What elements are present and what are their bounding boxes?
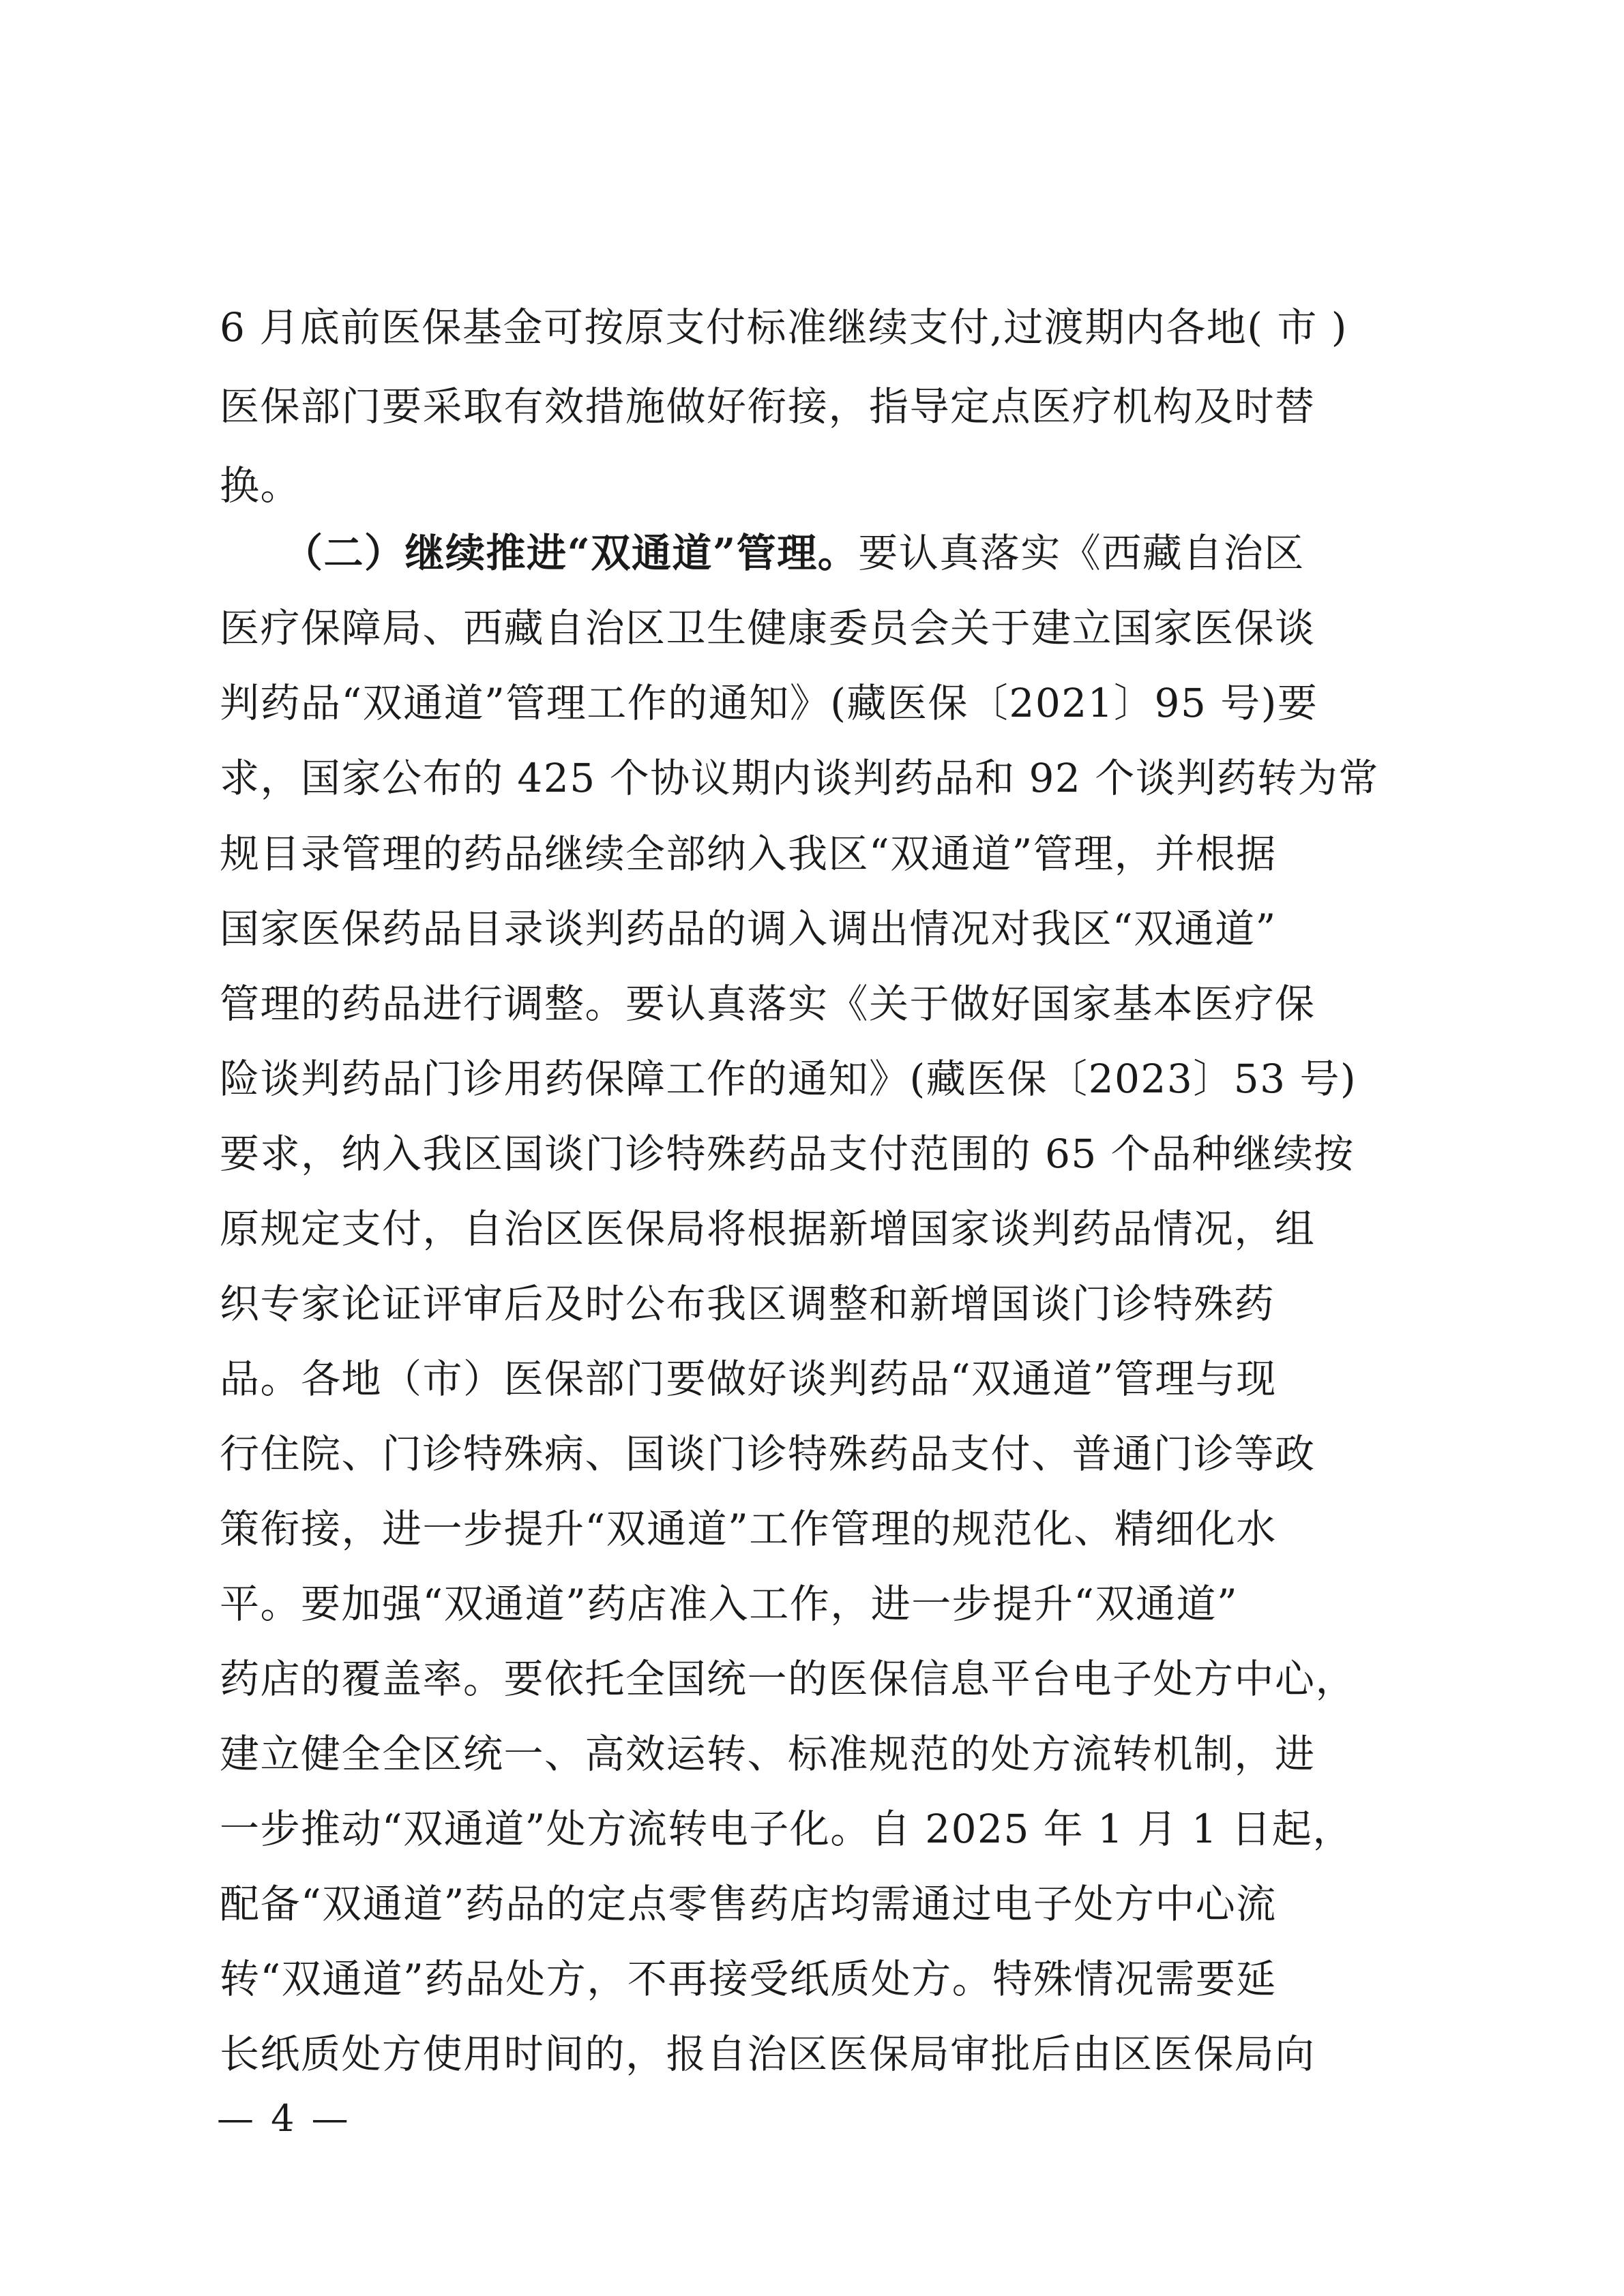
body-text-line: 长纸质处方使用时间的，报自治区医保局审批后由区医保局向 bbox=[220, 2031, 1316, 2077]
body-text-line: 药店的覆盖率。要依托全国统一的医保信息平台电子处方中心， bbox=[220, 1656, 1357, 1702]
body-text-line: 行住院、门诊特殊病、国谈门诊特殊药品支付、普通门诊等政 bbox=[220, 1431, 1316, 1477]
body-text-line: 险谈判药品门诊用药保障工作的通知》(藏医保〔2023〕53 号) bbox=[220, 1056, 1357, 1102]
body-text-line: 求，国家公布的 425 个协议期内谈判药品和 92 个谈判药转为常 bbox=[220, 755, 1379, 801]
section-heading: （二）继续推进“双通道”管理。 bbox=[283, 530, 859, 576]
section-heading-line bbox=[283, 516, 1406, 591]
body-text-line: 换。 bbox=[220, 462, 301, 509]
body-text-line: 织专家论证评审后及时公布我区调整和新增国谈门诊特殊药 bbox=[220, 1281, 1275, 1327]
body-text-line: 国家医保药品目录谈判药品的调入调出情况对我区“双通道” bbox=[220, 906, 1277, 952]
body-text-line: 一步推动“双通道”处方流转电子化。自 2025 年 1 月 1 日起， bbox=[220, 1806, 1353, 1852]
body-text-line: 要求，纳入我区国谈门诊特殊药品支付范围的 65 个品种继续按 bbox=[220, 1131, 1355, 1177]
body-text-line: 原规定支付，自治区医保局将根据新增国家谈判药品情况，组 bbox=[220, 1206, 1316, 1252]
body-text-line: 策衔接，进一步提升“双通道”工作管理的规范化、精细化水 bbox=[220, 1506, 1277, 1552]
body-text-line: 建立健全全区统一、高效运转、标准规范的处方流转机制，进 bbox=[220, 1731, 1316, 1777]
body-text-line: 6 月底前医保基金可按原支付标准继续支付,过渡期内各地( 市 ) bbox=[220, 304, 1348, 351]
body-text-line: 配备“双通道”药品的定点零售药店均需通过电子处方中心流 bbox=[220, 1881, 1277, 1927]
body-text-line: 判药品“双通道”管理工作的通知》(藏医保〔2021〕95 号)要 bbox=[220, 680, 1318, 726]
body-text-line: 医保部门要采取有效措施做好衔接，指导定点医疗机构及时替 bbox=[220, 383, 1316, 430]
body-text-line: 医疗保障局、西藏自治区卫生健康委员会关于建立国家医保谈 bbox=[220, 605, 1316, 651]
body-text-line: 规目录管理的药品继续全部纳入我区“双通道”管理，并根据 bbox=[220, 831, 1277, 877]
body-text-line: 品。各地（市）医保部门要做好谈判药品“双通道”管理与现 bbox=[220, 1356, 1277, 1402]
body-text-line: 转“双通道”药品处方，不再接受纸质处方。特殊情况需要延 bbox=[220, 1956, 1277, 2002]
body-text-line: 平。要加强“双通道”药店准入工作，进一步提升“双通道” bbox=[220, 1581, 1239, 1627]
body-text-line: 管理的药品进行调整。要认真落实《关于做好国家基本医疗保 bbox=[220, 981, 1316, 1027]
page-number: — 4 — bbox=[217, 2097, 351, 2140]
section-heading-continuation: 要认真落实《西藏自治区 bbox=[858, 530, 1305, 576]
